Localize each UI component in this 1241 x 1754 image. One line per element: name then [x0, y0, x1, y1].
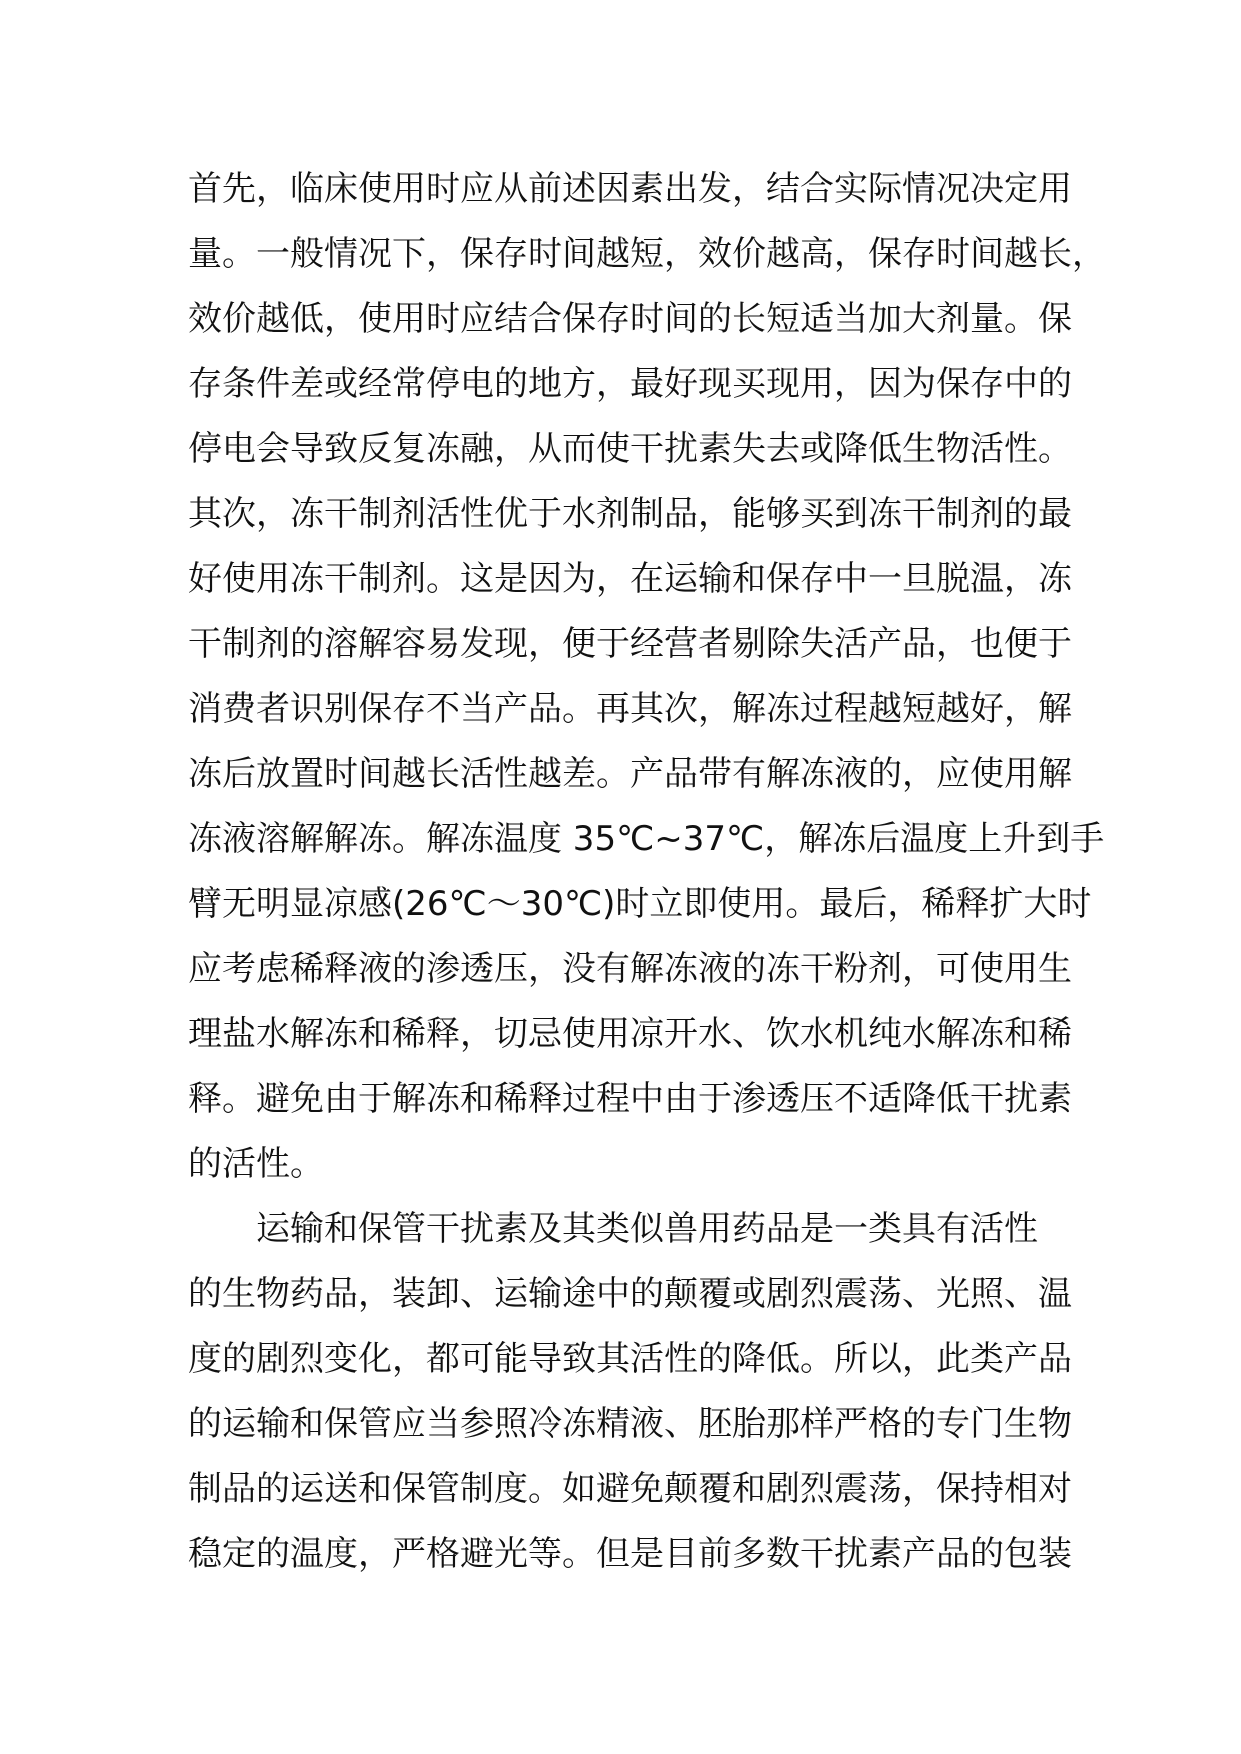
text-line: 的运输和保管应当参照冷冻精液、胚胎那样严格的专门生物: [188, 1404, 1072, 1444]
text-line: 量。一般情况下，保存时间越短，效价越高，保存时间越长，: [188, 234, 1106, 274]
paragraph-1: [188, 157, 1106, 1197]
text-line: 释。避免由于解冻和稀释过程中由于渗透压不适降低干扰素: [188, 1079, 1072, 1119]
text-line: 首先，临床使用时应从前述因素出发，结合实际情况决定用: [188, 169, 1072, 209]
text-line: 存条件差或经常停电的地方，最好现买现用，因为保存中的: [188, 364, 1072, 404]
text-line: 的生物药品，装卸、运输途中的颠覆或剧烈震荡、光照、温: [188, 1274, 1072, 1314]
text-line: 冻后放置时间越长活性越差。产品带有解冻液的，应使用解: [188, 754, 1072, 794]
text-line: 应考虑稀释液的渗透压，没有解冻液的冻干粉剂，可使用生: [188, 949, 1072, 989]
text-line: 运输和保管干扰素及其类似兽用药品是一类具有活性: [256, 1209, 1038, 1249]
text-line: 消费者识别保存不当产品。再其次，解冻过程越短越好，解: [188, 689, 1072, 729]
text-line: 效价越低，使用时应结合保存时间的长短适当加大剂量。保: [188, 299, 1072, 339]
body-text: [188, 157, 1106, 1587]
text-line: 其次，冻干制剂活性优于水剂制品，能够买到冻干制剂的最: [188, 494, 1072, 534]
text-line: 稳定的温度，严格避光等。但是目前多数干扰素产品的包装: [188, 1534, 1072, 1574]
text-line: 的活性。: [188, 1144, 324, 1184]
text-line: 好使用冻干制剂。这是因为，在运输和保存中一旦脱温，冻: [188, 559, 1072, 599]
text-line: 冻液溶解解冻。解冻温度 35℃~37℃，解冻后温度上升到手: [188, 819, 1105, 859]
text-line: 臂无明显凉感(26℃～30℃)时立即使用。最后，稀释扩大时: [188, 884, 1092, 924]
text-line: 理盐水解冻和稀释，切忌使用凉开水、饮水机纯水解冻和稀: [188, 1014, 1072, 1054]
paragraph-2: [188, 1197, 1072, 1587]
text-line: 干制剂的溶解容易发现，便于经营者剔除失活产品，也便于: [188, 624, 1072, 664]
text-line: 制品的运送和保管制度。如避免颠覆和剧烈震荡，保持相对: [188, 1469, 1072, 1509]
text-line: 停电会导致反复冻融，从而使干扰素失去或降低生物活性。: [188, 429, 1072, 469]
text-line: 度的剧烈变化，都可能导致其活性的降低。所以，此类产品: [188, 1339, 1072, 1379]
